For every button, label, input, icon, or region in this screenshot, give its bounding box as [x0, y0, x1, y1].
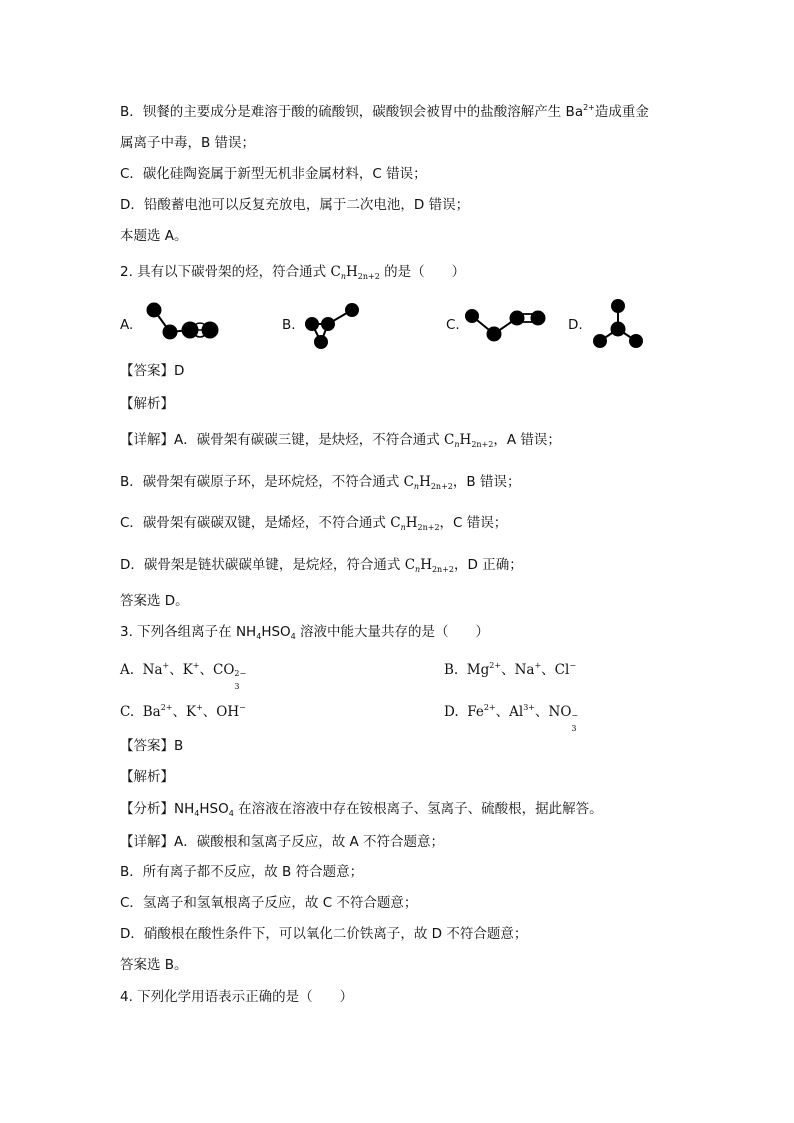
q3-detail-c: C．氢离子和氢氧根离子反应，故 C 不符合题意； [120, 895, 418, 911]
q2-answer: 【答案】D [120, 363, 185, 379]
q2-option-b-label: B. [282, 317, 296, 333]
q2-option-d-label: D. [568, 317, 583, 333]
q3-option-a: A. Na+、K+、CO 2− 3 [120, 661, 247, 691]
q1-option-b-line1: B．钡餐的主要成分是难溶于酸的硫酸钡，碳酸钡会被胃中的盐酸溶解产生 $Ba^{2+}$造成重金 [120, 103, 649, 120]
q2-option-d-skeleton [588, 294, 648, 354]
q1-option-c: C．碳化硅陶瓷属于新型无机非金属材料，C 错误； [120, 166, 427, 182]
q2-option-c-label: C. [446, 317, 460, 333]
q3-option-b: B. $Mg^{2+}$、Na+、Cl− [444, 661, 577, 678]
q2-stem: 2. 具有以下碳骨架的烃，符合通式 $C_nH_{2n+2}$ 的是（ ） [120, 264, 466, 281]
q2-option-b-skeleton [300, 298, 364, 352]
q3-conclusion: 答案选 B。 [120, 957, 188, 973]
q3-option-d: D. $Fe^{2+}$、$Al^{3+}$、NO − 3 [444, 703, 579, 733]
q3-analysis-title: 【解析】 [120, 769, 174, 785]
q2-option-c-skeleton [462, 304, 552, 346]
q2-detail-b: B．碳骨架有碳原子环，是环烷烃，不符合通式 $C_nH_{2n+2}$，B 错误； [120, 474, 521, 491]
q3-answer: 【答案】B [120, 738, 184, 754]
q3-stem: 3. 下列各组离子在 $NH_4HSO_4$ 溶液中能大量共存的是（ ） [120, 624, 490, 641]
q2-conclusion: 答案选 D。 [120, 593, 189, 609]
q1-option-d: D．铅酸蓄电池可以反复充放电，属于二次电池，D 错误； [120, 197, 470, 213]
q1-conclusion: 本题选 A。 [120, 228, 188, 244]
q2-option-a-skeleton [142, 298, 222, 346]
q2-analysis-title: 【解析】 [120, 396, 174, 412]
q3-fenxi: 【分析】$NH_4HSO_4$ 在溶液在溶液中存在铵根离子、氢离子、硫酸根，据此解答。 [120, 801, 603, 818]
q3-option-c: C. $Ba^{2+}$、K+、OH− [120, 703, 246, 720]
q3-detail-b: B．所有离子都不反应，故 B 符合题意； [120, 864, 364, 880]
q2-option-a-label: A. [120, 317, 134, 333]
q3-detail-a: 【详解】A．碳酸根和氢离子反应，故 A 不符合题意； [120, 834, 445, 850]
q2-detail-c: C．碳骨架有碳碳双键，是烯烃，不符合通式 $C_nH_{2n+2}$，C 错误； [120, 515, 508, 532]
q2-detail-d: D．碳骨架是链状碳碳单键，是烷烃，符合通式 $C_nH_{2n+2}$，D 正确； [120, 557, 523, 574]
q3-detail-d: D．硝酸根在酸性条件下，可以氧化二价铁离子，故 D 不符合题意； [120, 926, 528, 942]
q1-option-b-line2: 属离子中毒，B 错误； [120, 135, 256, 151]
q4-stem: 4. 下列化学用语表示正确的是（ ） [120, 989, 354, 1005]
q2-detail-a: 【详解】A．碳骨架有碳碳三键，是炔烃，不符合通式 $C_nH_{2n+2}$，A 错误； [120, 432, 561, 449]
